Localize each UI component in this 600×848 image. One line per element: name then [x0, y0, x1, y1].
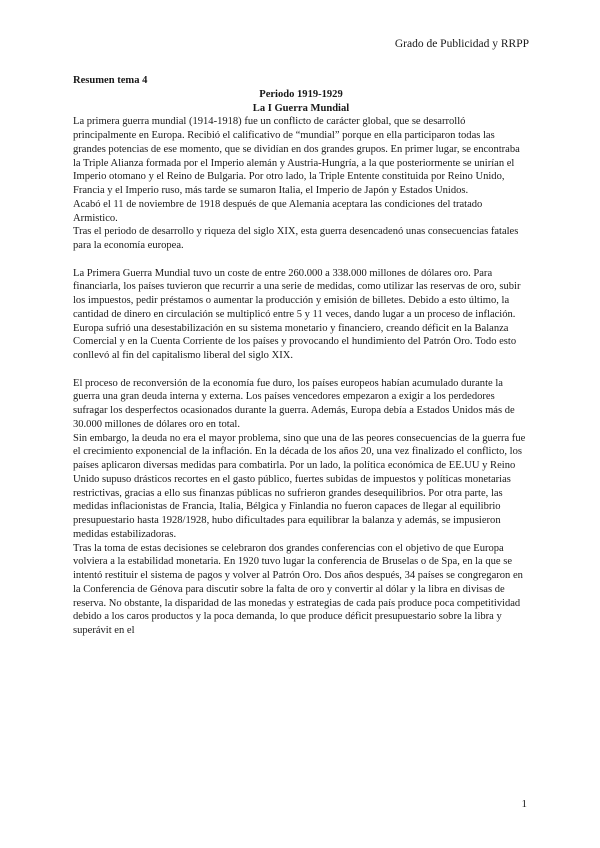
- page-number: 1: [521, 798, 527, 810]
- paragraph-gap: [73, 363, 529, 377]
- paragraph-war-cost: La Primera Guerra Mundial tuvo un coste de entre 260.000 a 338.000 millones de dólares oro. Para financiarla, los países tuvieron que recurrir a una serie de medidas, como utilizar las reservas de oro, subir los impuestos, pedir préstamos o aumentar la producción y emisión de billetes. Debido a esto último, la cantidad de dinero en circulación se multiplicó entre 5 y 11 veces, dando lugar a un proceso de inflación.: [73, 267, 521, 320]
- section-label: Resumen tema 4: [73, 75, 148, 86]
- paragraph-inflation: Sin embargo, la deuda no era el mayor problema, sino que una de las peores consecuencias de la guerra fue el crecimiento exponencial de la inflación. En la década de los años 20, una vez finalizado el conflicto, los países aplicaron diversas medidas para combatirla. Por un lado, la política económica de EE.UU y Reino Unido supuso drásticos recortes en el gasto público, fuertes subidas de impuestos y políticas monetarias restrictivas, gracias a ello sus finanzas públicas no sufrieron grandes desequilibrios. Por otra parte, las medidas inflacionistas de Francia, Italia, Bélgica y Finlandia no fueron capaces de llegar al equilibrio presupuestario hasta 1928/1928, hubo dificultades para equilibrar la balanza y además, se impusieron medidas estabilizadoras.: [73, 432, 526, 540]
- paragraph-gap: [73, 253, 529, 267]
- paragraph-war-end: Acabó el 11 de noviembre de 1918 después de que Alemania aceptara las condiciones del tratado Armistico.: [73, 198, 483, 224]
- document-body: [73, 74, 529, 638]
- title-period: Periodo 1919-1929: [259, 88, 343, 100]
- paragraph-destabilization: Europa sufrió una desestabilización en su sistema monetario y financiero, creando déficit en la Balanza Comercial y en la Cuenta Corriente de los países y provocando el hundimiento del Patrón Oro. Todo esto conllevó al fin del capitalismo liberal del siglo XIX.: [73, 322, 517, 361]
- page-header-course: Grado de Publicidad y RRPP: [394, 38, 529, 50]
- paragraph-reconversion: El proceso de reconversión de la economía fue duro, los países europeos habían acumulado durante la guerra una gran deuda interna y externa. Los países vencedores empezaron a exigir a los perdedores sufragar los desperfectos ocasionados durante la guerra. Además, Europa debía a Estados Unidos más de 30.000 millones de dólares oro en total.: [73, 377, 515, 430]
- paragraph-consequences: Tras el periodo de desarrollo y riqueza del siglo XIX, esta guerra desencadenó unas consecuencias fatales para la economía europea.: [73, 226, 519, 251]
- paragraph-conferences: Tras la toma de estas decisiones se celebraron dos grandes conferencias con el objetivo de que Europa volviera a la estabilidad monetaria. En 1920 tuvo lugar la conferencia de Bruselas o de Spa, en la que se intentó restituir el sistema de pagos y volver al Patrón Oro. Dos años después, 34 países se congregaron en la Conferencia de Génova para discutir sobre la falta de oro y convertir al dólar y la libra en divisas de reserva. No obstante, la disparidad de las monedas y estrategias de cada país produce poca competitividad debido a los caros productos y la poca demanda, lo que produce déficit presupuestario sobre la libra y superávit en el: [73, 542, 523, 636]
- paragraph-war-overview: La primera guerra mundial (1914-1918) fue un conflicto de carácter global, que se desarrolló principalmente en Europa. Recibió el calificativo de “mundial” porque en ella participaron todas las grandes potencias de ese momento, que se dividían en dos grandes grupos. En primer lugar, se encontraba la Triple Alianza formada por el Imperio alemán y Austria-Hungría, a la que posteriormente se unirían el Imperio otomano y el Reino de Bulgaria. Por otro lado, la Triple Entente constituida por Reino Unido, Francia y el Imperio ruso, más tarde se sumaron Italia, el Imperio de Japón y Estados Unidos.: [73, 116, 520, 196]
- title-topic: La I Guerra Mundial: [252, 102, 350, 114]
